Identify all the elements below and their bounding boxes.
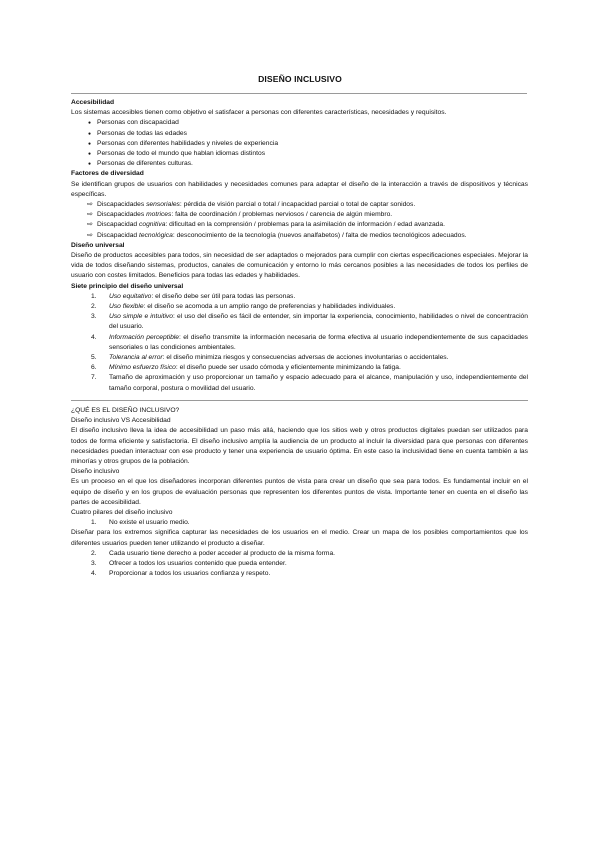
document-body bbox=[71, 98, 528, 579]
list-item: ● Personas de todas las edades bbox=[71, 129, 528, 139]
header-divider bbox=[71, 93, 527, 94]
vs-paragraph: El diseño inclusivo lleva la idea de accesibilidad un paso más allá, haciendo que los sitios web y otros productos digitales puedan ser utilizados para todos de forma eficiente y satisfactoria. El diseño inclusivo amplía la audiencia de un producto al incluir la diversidad para que personas con diferentes necesidades puedan interactuar con ese producto y tener una experiencia de usuario óptima. En este caso la inclusividad tiene en cuenta también a las minorías y otros grupos de la población. bbox=[71, 427, 528, 465]
section-heading-factores: Factores de diversidad bbox=[71, 170, 144, 178]
factores-list bbox=[71, 200, 528, 241]
pilares-list-rest bbox=[71, 549, 528, 580]
pilares-list-first bbox=[71, 518, 528, 528]
arrow-icon: ⇨ bbox=[87, 221, 93, 229]
list-item: ● Personas con discapacidad bbox=[71, 118, 528, 128]
list-item: ⇨ Discapacidad tecnológica: desconocimiento de la tecnología (nuevos analfabetos) / falta de medios tecnológicos adecuados. bbox=[71, 231, 528, 241]
section-heading-que-es: ¿QUÉ ES EL DISEÑO INCLUSIVO? bbox=[71, 406, 180, 414]
list-item: 6. Mínimo esfuerzo físico: el diseño puede ser usado cómoda y eficientemente minimizando la fatiga. bbox=[91, 364, 401, 372]
universal-intro: Diseño de productos accesibles para todos, sin necesidad de ser adaptados o mejorados para cumplir con ciertas especificaciones especiales. Mejorar la vida de todos diseñando sistemas, productos, canales de comunicación y entorno lo más cercanos posibles a las necesidades de todos los perfiles de usuario con costes limitados. Beneficios para todas las edades y habilidades. bbox=[71, 252, 528, 280]
subheading-pilares: Cuatro pilares del diseño inclusivo bbox=[71, 508, 173, 516]
diseno-inclusivo-paragraph: Es un proceso en el que los diseñadores incorporan diferentes puntos de vista para crear un diseño que sea para todos. Es fundamental incluir en el equipo de diseño y en los grupos de evaluación personas que representen los diferentes puntos de vista. Importante tener en cuenta en el diseño las partes de accesibilidad. bbox=[71, 478, 528, 506]
list-item: ● Personas con diferentes habilidades y niveles de experiencia bbox=[71, 139, 528, 149]
list-item: 5. Tolerancia al error: el diseño minimiza riesgos y consecuencias adversas de acciones involuntarias o accidentales. bbox=[91, 354, 449, 362]
list-item: 2. Uso flexible: el diseño se acomoda a un amplio rango de preferencias y habilidades individuales. bbox=[91, 303, 396, 311]
arrow-icon: ⇨ bbox=[87, 231, 93, 239]
list-item: ● Personas de diferentes culturas. bbox=[71, 159, 528, 169]
section-divider bbox=[71, 400, 528, 401]
list-item: 3. Ofrecer a todos los usuarios contenido que pueda entender. bbox=[91, 559, 287, 567]
principles-list bbox=[71, 292, 528, 394]
accesibilidad-list bbox=[71, 118, 528, 169]
arrow-icon: ⇨ bbox=[87, 211, 93, 219]
arrow-icon: ⇨ bbox=[87, 201, 93, 209]
list-item: ⇨ Discapacidades sensoriales: pérdida de visión parcial o total / incapacidad parcial o total de captar sonidos. bbox=[71, 200, 528, 210]
subheading-diseno-inclusivo: Diseño inclusivo bbox=[71, 468, 120, 476]
section-heading-accesibilidad: Accesibilidad bbox=[71, 99, 115, 106]
subheading-vs: Diseño inclusivo VS Accesibilidad bbox=[71, 417, 171, 425]
list-item: 1. Uso equitativo: el diseño debe ser útil para todas las personas. bbox=[91, 292, 296, 300]
extremos-paragraph: Diseñar para los extremos significa capturar las necesidades de los usuarios en el medio. Crear un mapa de los posibles comportamientos que los diferentes usuarios pueden tener utilizando el producto a diseñar. bbox=[71, 529, 528, 547]
factores-intro: Se identifican grupos de usuarios con habilidades y necesidades comunes para adaptar el diseño de la interacción a través de dispositivos y técnicas específicas. bbox=[71, 180, 528, 198]
list-item: ⇨ Discapacidades motrices: falta de coordinación / problemas nerviosos / carencia de algún miembro. bbox=[71, 210, 528, 220]
list-item: 4. Proporcionar a todos los usuarios confianza y respeto. bbox=[91, 570, 271, 578]
list-item: 1. No existe el usuario medio. bbox=[91, 519, 190, 527]
section-heading-universal: Diseño universal bbox=[71, 241, 125, 249]
list-item: 4. Información perceptible: el diseño transmite la información necesaria de forma efectiva al usuario independientemente de sus capacidades sensoriales o las condiciones ambientales. bbox=[91, 333, 529, 351]
page-title: DISEÑO INCLUSIVO bbox=[258, 74, 342, 84]
list-item: ⇨ Discapacidad cognitiva: dificultad en la comprensión / problemas para la asimilación de información / edad avanzada. bbox=[71, 220, 528, 230]
list-item: 3. Uso simple e intuitivo: el uso del diseño es fácil de entender, sin importar la experiencia, conocimiento, habilidades o nivel de concentración del usuario. bbox=[91, 313, 528, 331]
list-item: 7. Tamaño de aproximación y uso proporcionar un tamaño y espacio adecuado para el alcance, manipulación y uso, independientemente del tamaño corporal, postura o movilidad del usuario. bbox=[91, 374, 528, 392]
principles-heading: Siete principio del diseño universal bbox=[71, 282, 184, 290]
list-item: ● Personas de todo el mundo que hablan idiomas distintos bbox=[71, 149, 528, 159]
accesibilidad-intro: Los sistemas accesibles tienen como objetivo el satisfacer a personas con diferentes características, necesidades y requisitos. bbox=[71, 109, 447, 117]
list-item: 2. Cada usuario tiene derecho a poder acceder al producto de la misma forma. bbox=[91, 549, 336, 557]
